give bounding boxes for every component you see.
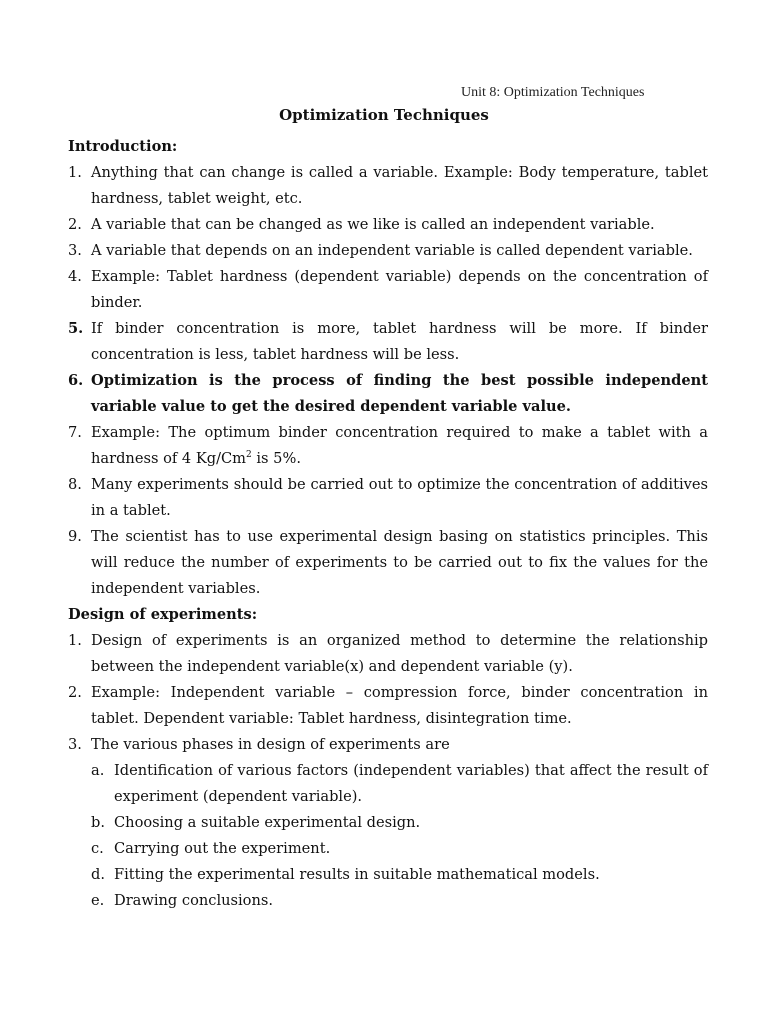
sub-item-letter: e. xyxy=(91,892,105,909)
document-body xyxy=(68,134,708,914)
sub-item-letter: c. xyxy=(91,840,104,857)
item-text: Optimization is the process of finding the best possible independent variable value to get the desired dependent variable value. xyxy=(91,372,708,415)
list-item xyxy=(68,680,708,732)
item-text-before: Example: The optimum binder concentration required to make a tablet with a hardness of 4 Kg/Cm xyxy=(91,424,708,467)
item-number: 1. xyxy=(68,164,82,181)
item-number: 9. xyxy=(68,528,82,545)
item-number: 2. xyxy=(68,684,82,701)
item-number: 3. xyxy=(68,242,82,259)
page-title: Optimization Techniques xyxy=(279,106,489,124)
page-header: Unit 8: Optimization Techniques xyxy=(461,85,645,100)
list-item xyxy=(68,238,708,264)
sub-list-item xyxy=(91,888,708,914)
item-text: The various phases in design of experiments are xyxy=(91,736,450,753)
sub-item-letter: d. xyxy=(91,866,105,883)
item-number: 2. xyxy=(68,216,82,233)
section-heading-design: Design of experiments: xyxy=(68,606,258,623)
sub-item-text: Fitting the experimental results in suitable mathematical models. xyxy=(114,866,600,883)
sub-list-item xyxy=(91,836,708,862)
sub-item-letter: b. xyxy=(91,814,105,831)
list-item xyxy=(68,420,708,472)
list-item xyxy=(68,524,708,602)
section-heading-introduction: Introduction: xyxy=(68,138,178,155)
sub-item-text: Identification of various factors (independent variables) that affect the result of experiment (dependent variable). xyxy=(114,762,708,805)
list-item xyxy=(68,472,708,524)
item-number: 8. xyxy=(68,476,82,493)
item-text: If binder concentration is more, tablet hardness will be more. If binder concentration is less, tablet hardness will be less. xyxy=(91,320,708,363)
item-text: Example: Tablet hardness (dependent variable) depends on the concentration of binder. xyxy=(91,268,708,311)
item-number: 3. xyxy=(68,736,82,753)
list-item xyxy=(68,264,708,316)
item-text: A variable that depends on an independent variable is called dependent variable. xyxy=(91,242,693,259)
sub-item-letter: a. xyxy=(91,762,105,779)
item-text: The scientist has to use experimental design basing on statistics principles. This will reduce the number of experiments to be carried out to fix the values for the independent variables. xyxy=(91,528,708,597)
sub-list-item xyxy=(91,862,708,888)
list-item xyxy=(68,316,708,368)
item-number: 5. xyxy=(68,320,84,337)
list-item xyxy=(68,160,708,212)
sub-item-text: Carrying out the experiment. xyxy=(114,840,331,857)
superscript: 2 xyxy=(246,450,252,461)
item-text: Anything that can change is called a variable. Example: Body temperature, tablet hardness, tablet weight, etc. xyxy=(91,164,708,207)
item-text xyxy=(91,420,708,472)
item-text: Design of experiments is an organized method to determine the relationship between the independent variable(x) and dependent variable (y). xyxy=(91,632,708,675)
list-item xyxy=(68,212,708,238)
sub-item-text: Drawing conclusions. xyxy=(114,892,273,909)
list-item xyxy=(68,732,708,758)
item-number: 1. xyxy=(68,632,82,649)
sub-list-item xyxy=(91,758,708,810)
item-number: 4. xyxy=(68,268,82,285)
item-text: Many experiments should be carried out to optimize the concentration of additives in a tablet. xyxy=(91,476,708,519)
sub-item-text: Choosing a suitable experimental design. xyxy=(114,814,421,831)
item-number: 7. xyxy=(68,424,82,441)
item-number: 6. xyxy=(68,372,84,389)
list-item xyxy=(68,628,708,680)
sub-list-item xyxy=(91,810,708,836)
item-text-after: is 5%. xyxy=(251,450,301,467)
list-item-definition xyxy=(68,368,708,420)
item-text: A variable that can be changed as we like is called an independent variable. xyxy=(91,216,655,233)
item-text: Example: Independent variable – compression force, binder concentration in tablet. Dependent variable: Tablet hardness, disintegration time. xyxy=(91,684,708,727)
